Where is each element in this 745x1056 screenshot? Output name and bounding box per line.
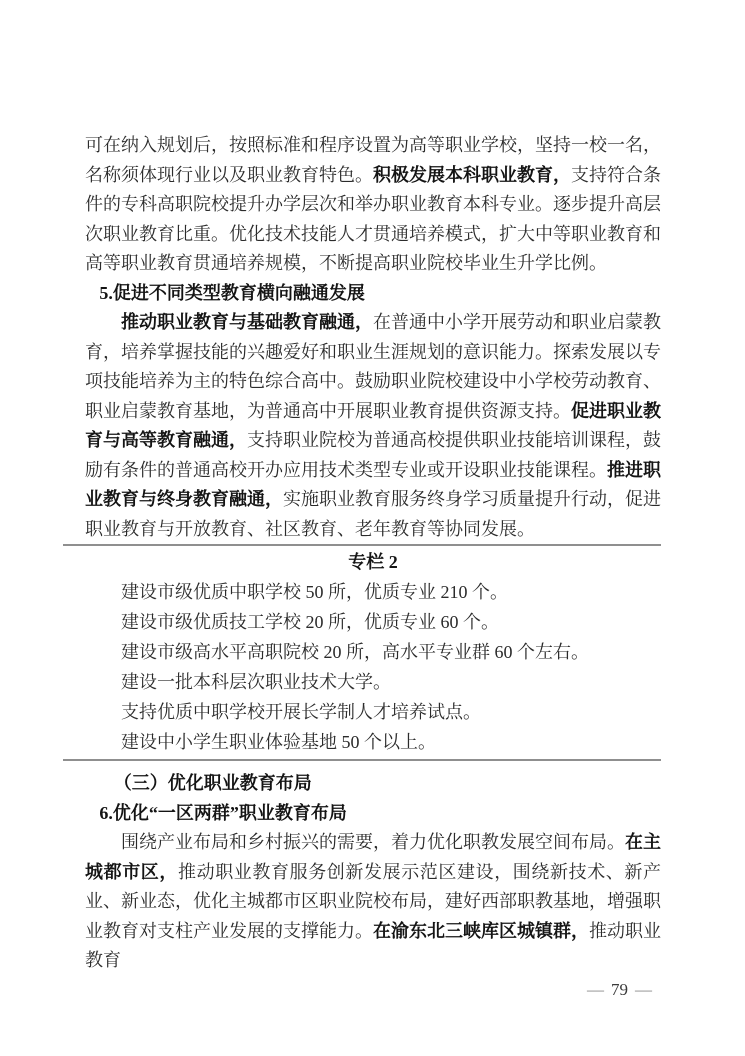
text-run: 支持职业院校为普通高校提供职业技能培训课程，鼓励有条件的普通高校开办应用技术类型专业或开设职业技能课程。 bbox=[85, 430, 661, 480]
page-content bbox=[85, 131, 661, 976]
bold-text-run: 推进职业教育与终身教育融通， bbox=[85, 459, 661, 509]
text-run: 可在纳入规划后，按照标准和程序设置为高等职业学校，坚持一校一名，名称须体现行业以及职业教育特色。 bbox=[85, 135, 661, 185]
text-run: 支持符合条件的专科高职院校提升办学层次和举办职业教育本科专业。逐步提升高层次职业教育比重。优化技术技能人才贯通培养模式，扩大中等职业教育和高等职业教育贯通培养规模，不断提高职业院校毕业生升学比例。 bbox=[85, 164, 661, 273]
text-run: 推动职业教育 bbox=[85, 920, 661, 970]
bold-text-run: 促进职业教育与高等教育融通， bbox=[85, 400, 661, 450]
bold-text-run: 推动职业教育与基础教育融通， bbox=[121, 312, 373, 332]
box-title: 专栏 2 bbox=[348, 552, 398, 572]
text-run: 围绕产业布局和乡村振兴的需要，着力优化职教发展空间布局。 bbox=[121, 832, 625, 852]
heading-item-5 bbox=[85, 279, 661, 309]
bold-text-run: （三）优化职业教育布局 bbox=[113, 773, 312, 793]
page-number-dash-left: — bbox=[587, 980, 604, 999]
heading-item-6 bbox=[85, 799, 661, 829]
bold-text-run: 积极发展本科职业教育， bbox=[373, 164, 571, 185]
paragraph-item-6-body bbox=[85, 828, 661, 976]
column-box-2 bbox=[63, 544, 661, 761]
text-run: 在普通中小学开展劳动和职业启蒙教育，培养掌握技能的兴趣爱好和职业生涯规划的意识能力。探索发展以专项技能培养为主的特色综合高中。鼓励职业院校建设中小学校劳动教育、职业启蒙教育基地，为普通高中开展职业教育提供资源支持。 bbox=[85, 312, 661, 421]
paragraph-item-5-body bbox=[85, 308, 661, 544]
page-number-value: 79 bbox=[611, 980, 628, 999]
box-item-5: 支持优质中职学校开展长学制人才培养试点。 bbox=[121, 702, 481, 722]
box-item-2: 建设市级优质技工学校 20 所，优质专业 60 个。 bbox=[121, 612, 499, 632]
bold-text-run: 6.优化“一区两群”职业教育布局 bbox=[99, 802, 347, 823]
bold-text-run: 在渝东北三峡库区城镇群， bbox=[373, 920, 589, 941]
box-item-3: 建设市级高水平高职院校 20 所，高水平专业群 60 个左右。 bbox=[121, 642, 589, 662]
box-item-4: 建设一批本科层次职业技术大学。 bbox=[121, 672, 391, 692]
paragraph-continuation bbox=[85, 131, 661, 279]
page-number-dash-right: — bbox=[635, 980, 652, 999]
bold-text-run: 在主城都市区， bbox=[85, 832, 661, 882]
bold-text-run: 5.促进不同类型教育横向融通发展 bbox=[99, 282, 365, 303]
heading-section-3 bbox=[85, 769, 661, 799]
page-number bbox=[587, 980, 652, 1000]
text-run: 实施职业教育服务终身学习质量提升行动，促进职业教育与开放教育、社区教育、老年教育等协同发展。 bbox=[85, 489, 661, 539]
box-item-6: 建设中小学生职业体验基地 50 个以上。 bbox=[121, 732, 436, 752]
text-run: 推动职业教育服务创新发展示范区建设，围绕新技术、新产业、新业态，优化主城都市区职业院校布局，建好西部职教基地，增强职业教育对支柱产业发展的支撑能力。 bbox=[85, 861, 661, 941]
box-item-1: 建设市级优质中职学校 50 所，优质专业 210 个。 bbox=[121, 582, 508, 602]
